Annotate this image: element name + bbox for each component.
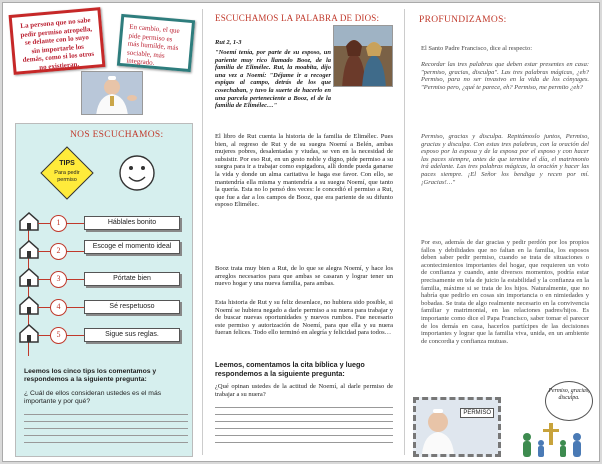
answer-lines[interactable] xyxy=(24,414,188,449)
reading-instruction: Leemos, comentamos la cita bíblica y luego respondemos a la siguiente pregunta: xyxy=(215,360,365,378)
column-middle xyxy=(203,3,403,461)
house-icon xyxy=(18,266,40,288)
reading-question: ¿Qué opinan ustedes de la actitud de Noemí, al darle permiso de trabajar a su nuera? xyxy=(215,383,393,398)
tip-number: 3 xyxy=(50,271,67,288)
tips-instruction: Leemos los cinco tips los comentamos y respondemos a la siguiente pregunta: xyxy=(24,368,157,384)
pope-permiso-image xyxy=(413,397,501,457)
tip-box: Sigue sus reglas. xyxy=(84,328,180,342)
house-icon xyxy=(18,294,40,316)
brochure-page xyxy=(2,2,600,462)
diamond-subtitle: Para pedir permiso xyxy=(54,170,80,183)
tip-number: 5 xyxy=(50,327,67,344)
permiso-sign: PERMISO xyxy=(460,408,494,418)
section-heading: ESCUCHAMOS LA PALABRA DE DIOS: xyxy=(215,13,380,23)
tip-number: 4 xyxy=(50,299,67,316)
pope-quote-2: Permiso, gracias y disculpa. Repitámoslo juntos, Permiso, gracias y disculpa. Con estas tres palabras, con la oración del esposo por la esposa y de la esposa por el esposo y con hacer las paces siempre, antes de que termine el día, el matrimonio irá adelante. Las tres palabras mágicas, la oración y hacer las paces siempre. ¡El Señor los bendiga y recen por mí. ¡Gracias!…" xyxy=(421,133,589,186)
house-icon xyxy=(18,210,40,232)
column-left xyxy=(3,3,201,461)
tips-panel xyxy=(15,123,193,457)
section-heading: PROFUNDIZAMOS: xyxy=(419,15,507,25)
speech-bubble: Permiso, gracias, disculpa. xyxy=(545,381,593,421)
reflection-text: Por eso, además de dar gracias y pedir perdón por los propios fallos y debilidades que no faltan en la familia, los esposos deben saber pedir permiso, cuando se trata de situaciones o acontecimientos importantes del hogar, que requieren un voto de confianza y cuando, ante diversos momentos, podría estar precisamente en tela de juicio la estabilidad y la confianza en la familia, máxime si se trata de los hijos. Naturalmente, que no habría que pedirlo en cosas sin importancia o en nimiedades y bobadas. Se trata de algo realmente necesario en la convivencia familiar y matrimonial, en las relaciones padres/hijos. Es importante como dice el Papa Francisco, saber tomar el parecer de los demás en casa, hacerlos partícipes de las decisiones importantes y lograr que la familia viva, unida, en un ambiente de concordia y confianza mutuas. xyxy=(421,239,589,345)
sticky-note-left: La persona que no sabe pedir permiso atropella, se delante con lo suyo sin importarle los demás, como si los otros no existieran. xyxy=(9,7,106,75)
ruth-naomi-painting xyxy=(333,25,393,87)
panel-title: NOS ESCUCHAMOS: xyxy=(70,130,164,140)
story-paragraph-2: Booz trata muy bien a Rut, de lo que se alegra Noemí, y hace los arreglos necesarios para que ambas se casaran y lograr tener un nuevo hogar y una nueva familia, para ambas. xyxy=(215,265,393,288)
answer-lines[interactable] xyxy=(215,407,393,449)
tip-box: Pórtate bien xyxy=(84,272,180,286)
pope-quote-1: Recordar las tres palabras que deben estar presentes en casa: "permiso, gracias, disculpa". Las tres palabras mágicas, ¿eh? Permiso, para no ser invasivo en la vida de los cónyuges. "Permiso pero, ¿qué te parece, eh? Permiso, me permito ¿eh? xyxy=(421,61,589,91)
house-icon xyxy=(18,238,40,260)
column-right xyxy=(405,3,600,461)
bible-reference: Rut 2, 1-3 xyxy=(215,39,242,46)
intro-text: El Santo Padre Francisco, dice al respecto: xyxy=(421,45,533,52)
bible-quote: "Noemí tenía, por parte de su esposo, un pariente muy rico llamado Booz, de la familia de Elimélec. Rut, la moabita, dijo una vez a Noemí: "Déjame ir a recoger espigas al campo, detrás de los que cosechaban, y tuvo la suerte de hacerlo en una parcela perteneciente a Booz, el de la familia de Elimélec…" xyxy=(215,49,331,110)
tip-box: Escoge el momento ideal xyxy=(84,240,180,254)
story-paragraph-1: El libro de Rut cuenta la historia de la familia de Elimélec. Pues bien, al regreso de Rut y de su suegra Noemí a Belén, ambas mujeres pobres, desalentadas y viudas, se ven en la necesidad de subsistir. Por eso Rut, en un gesto noble y digno, pide permiso a su suegra para ir a trabajar como espigadora, allí donde pueda ganarse la vida y donde un alma caritativa le haga ese favor. Con ello, se mantendría ella misma y mantendría a su suegra Noemí, que tanto la quería. Esta no lo pensó dos veces: le concedió el permiso a Rut, que fue a dar a los campos de Booz, que era pariente de su difunto esposo Elimélec. xyxy=(215,133,393,209)
sticky-note-right: En cambio, el que pide permiso es más humilde, más sociable, más integrado. xyxy=(117,14,195,72)
story-paragraph-3: Esta historia de Rut y su feliz desenlace, no hubiera sido posible, si Noemí se hubiera negado a darle permiso a su nuera para trabajar y de buscar nuevas oportunidades y nuevos rumbos. Fue necesario este permiso y autorización de Noemí, para que ella y su nuera fueran felices. Todo ello terminó en alegría y felicidad para todos… xyxy=(215,299,393,337)
house-icon xyxy=(18,322,40,344)
tip-box: Háblales bonito xyxy=(84,216,180,230)
tip-number: 1 xyxy=(50,215,67,232)
tips-question: ¿ Cuál de ellos consideran ustedes es el más importante y por qué? xyxy=(24,390,162,406)
tip-box: Sé respetuoso xyxy=(84,300,180,314)
diamond-title: TIPS xyxy=(59,160,75,167)
family-icon xyxy=(509,423,597,459)
tip-number: 2 xyxy=(50,243,67,260)
smiley-icon xyxy=(118,154,156,192)
pope-photo xyxy=(81,71,143,115)
